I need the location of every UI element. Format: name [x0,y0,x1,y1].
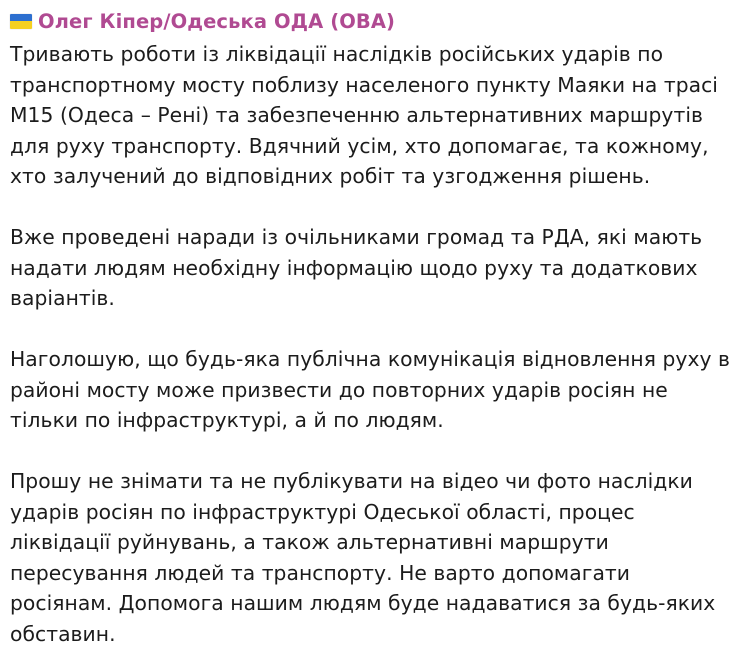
message-paragraph: Тривають роботи із ліквідації наслідків російських ударів по транспортному мосту поблизу населеного пункту Маяки на трасі М15 (Одеса – Рені) та забезпеченню альтернативних маршрутів для руху транспорту. Вдячний усім, хто допомагає, та кожному, хто залучений до відповідних робіт та узгодження рішень. [10,42,718,188]
message-paragraph: Наголошую, що будь-яка публічна комунікація відновлення руху в районі мосту може призвести до повторних ударів росіян не тільки по інфраструктурі, а й по людям. [10,347,731,432]
ukraine-flag-icon [10,14,32,29]
message-paragraph: Вже проведені наради із очільниками громад та РДА, які мають надати людям необхідну інформацію щодо руху та додаткових варіантів. [10,225,703,310]
message-paragraph: Прошу не знімати та не публікувати на відео чи фото наслідки ударів росіян по інфраструктурі Одеської області, процес ліквідації руйнувань, а також альтернативні маршрути пересування людей та транспорту. Не варто допомагати росіянам. Допомога нашим людям буде надаватися за будь-яких обставин. [10,469,716,646]
message-header [10,8,734,34]
sender-name[interactable]: Олег Кіпер/Одеська ОДА (ОВА) [38,9,396,33]
message-text [10,39,734,649]
